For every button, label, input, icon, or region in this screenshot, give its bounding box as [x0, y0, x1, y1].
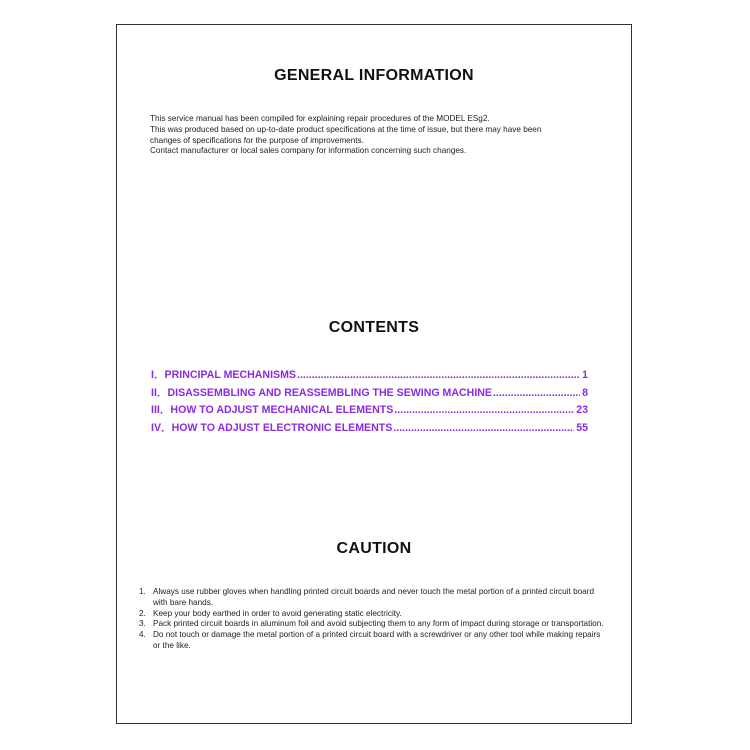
toc-leader-dots	[297, 369, 580, 381]
caution-item-text: Do not touch or damage the metal portion of a printed circuit board with a screwdriver or any other tool while making repairs or the like.	[153, 630, 601, 650]
document-page	[116, 24, 632, 724]
toc-entry-disassembling[interactable]	[151, 385, 588, 403]
intro-line: This was produced based on up-to-date product specifications at the time of issue, but there may have been	[150, 124, 542, 134]
toc-entry-label: I．PRINCIPAL MECHANISMS	[151, 369, 296, 381]
toc-page-number: 8	[582, 386, 588, 399]
caution-item	[139, 587, 609, 609]
toc-entry-electronic-elements[interactable]	[151, 420, 588, 438]
caution-item-number: 2.	[139, 608, 146, 618]
caution-item-number: 1.	[139, 587, 146, 596]
toc-entry-label: IV．HOW TO ADJUST ELECTRONIC ELEMENTS	[151, 421, 393, 434]
caution-item	[139, 630, 609, 652]
caution-heading: CAUTION	[336, 540, 412, 557]
general-information-heading: GENERAL INFORMATION	[274, 67, 474, 84]
toc-entry-mechanical-elements[interactable]	[151, 402, 588, 420]
caution-item-text: Pack printed circuit boards in aluminum foil and avoid subjecting them to any form of impact during storage or transportation.	[153, 619, 604, 629]
caution-item	[139, 609, 609, 620]
toc-page-number: 23	[576, 404, 588, 416]
toc-leader-dots	[394, 404, 574, 416]
intro-line: Contact manufacturer or local sales company for information concerning such changes.	[150, 146, 467, 156]
caution-item	[139, 619, 609, 630]
contents-heading: CONTENTS	[328, 319, 420, 336]
caution-item-number: 3.	[139, 619, 146, 629]
caution-list	[139, 587, 609, 652]
toc-leader-dots	[493, 387, 580, 399]
intro-line: This service manual has been compiled for explaining repair procedures of the MODEL ESg2.	[150, 114, 490, 123]
intro-line: changes of specifications for the purpose of improvements.	[150, 135, 364, 145]
toc-page-number: 55	[576, 421, 588, 434]
caution-item-number: 4.	[139, 630, 146, 640]
toc-page-number: 1	[582, 369, 588, 381]
caution-item-text: Keep your body earthed in order to avoid generating static electricity.	[153, 608, 402, 618]
table-of-contents	[151, 367, 588, 437]
toc-entry-label: II．DISASSEMBLING AND REASSEMBLING THE SEWING MACHINE	[151, 386, 492, 399]
toc-entry-principal-mechanisms[interactable]	[151, 367, 588, 385]
toc-leader-dots	[393, 422, 574, 434]
intro-paragraph	[150, 114, 610, 157]
caution-item-text: Always use rubber gloves when handling printed circuit boards and never touch the metal portion of a printed circuit board with bare hands.	[153, 587, 595, 607]
toc-entry-label: III．HOW TO ADJUST MECHANICAL ELEMENTS	[151, 404, 394, 416]
